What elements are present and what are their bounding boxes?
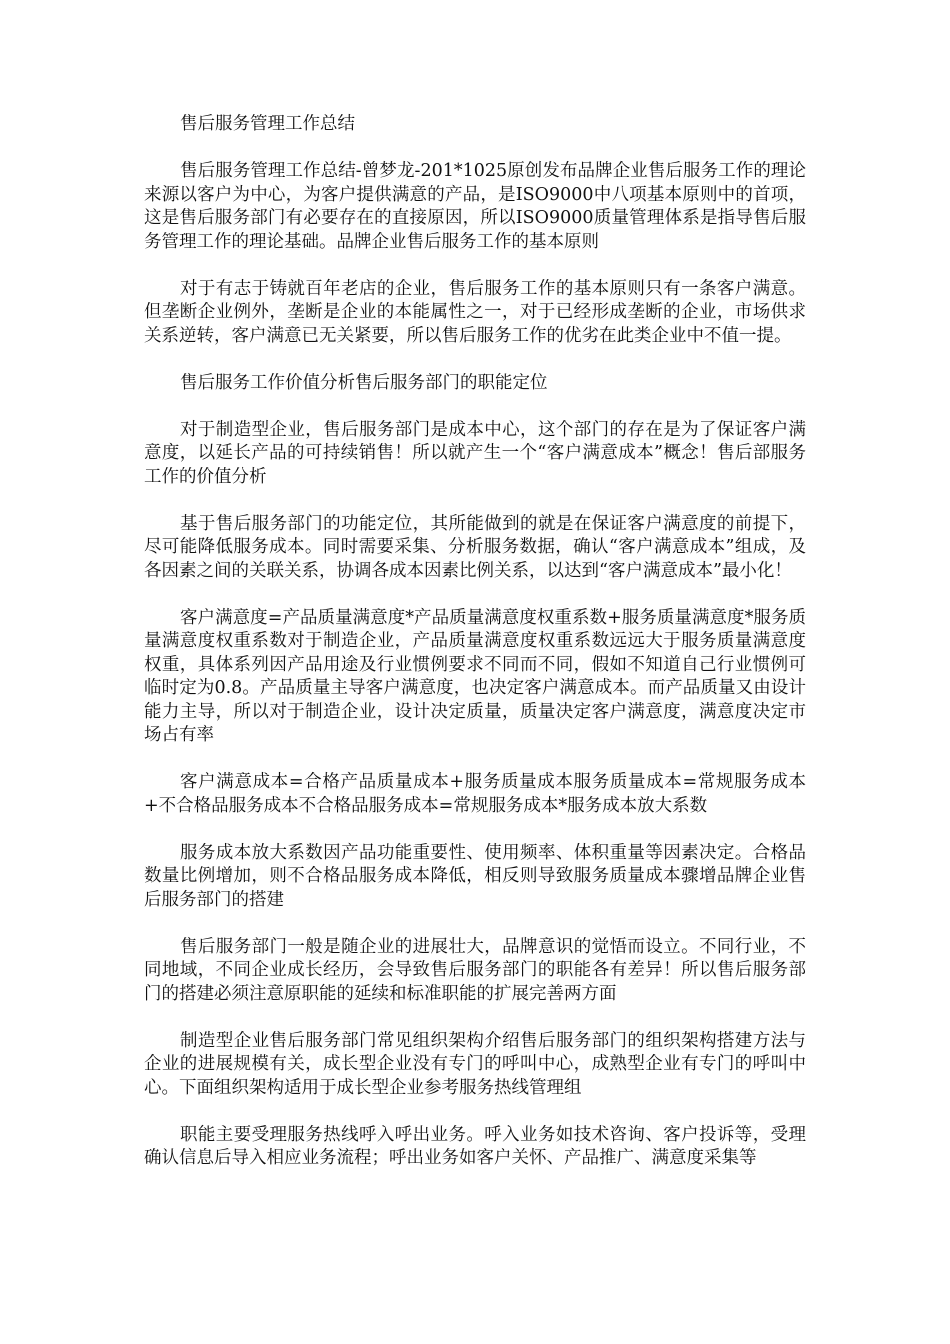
paragraph-intro: 售后服务管理工作总结-曾梦龙-201*1025原创发布品牌企业售后服务工作的理论来源以客户为中心，为客户提供满意的产品，是ISO9000中八项基本原则中的首项，这是售后服务部门有必要存在的直接原因，所以ISO9000质量管理体系是指导售后服务管理工作的理论基础。品牌企业售后服务工作的基本原则	[144, 161, 806, 252]
paragraph-satisfaction-formula: 客户满意度=产品质量满意度*产品质量满意度权重系数+服务质量满意度*服务质量满意度权重系数对于制造企业，产品质量满意度权重系数远远大于服务质量满意度权重，具体系列因产品用途及行业惯例要求不同而不同，假如不知道自己行业惯例可临时定为0.8。产品质量主导客户满意度，也决定客户满意成本。而产品质量又由设计能力主导，所以对于制造企业，设计决定质量，质量决定客户满意度，满意度决定市场占有率	[144, 607, 806, 745]
paragraph-org-structure: 制造型企业售后服务部门常见组织架构介绍售后服务部门的组织架构搭建方法与企业的进展规模有关，成长型企业没有专门的呼叫中心，成熟型企业有专门的呼叫中心。下面组织架构适用于成长型企业参考服务热线管理组	[144, 1030, 806, 1098]
paragraph-cost-center: 对于制造型企业，售后服务部门是成本中心，这个部门的存在是为了保证客户满意度，以延长产品的可持续销售！所以就产生一个“客户满意成本”概念！售后部服务工作的价值分析	[144, 419, 806, 487]
paragraph-amplification-factor: 服务成本放大系数因产品功能重要性、使用频率、体积重量等因素决定。合格品数量比例增加，则不合格品服务成本降低，相反则导致服务质量成本骤增品牌企业售后服务部门的搭建	[144, 842, 806, 910]
document-body	[144, 113, 806, 1194]
paragraph-hotline-duties: 职能主要受理服务热线呼入呼出业务。呼入业务如技术咨询、客户投诉等，受理确认信息后导入相应业务流程；呼出业务如客户关怀、产品推广、满意度采集等	[144, 1124, 806, 1168]
paragraph-basic-principle: 对于有志于铸就百年老店的企业，售后服务工作的基本原则只有一条客户满意。但垄断企业例外，垄断是企业的本能属性之一，对于已经形成垄断的企业，市场供求关系逆转，客户满意已无关紧要，所以售后服务工作的优劣在此类企业中不值一提。	[144, 278, 806, 346]
paragraph-cost-formula: 客户满意成本=合格产品质量成本+服务质量成本服务质量成本=常规服务成本+不合格品服务成本不合格品服务成本=常规服务成本*服务成本放大系数	[144, 772, 806, 816]
document-title: 售后服务管理工作总结	[180, 114, 355, 134]
paragraph-reduce-cost: 基于售后服务部门的功能定位，其所能做到的就是在保证客户满意度的前提下，尽可能降低服务成本。同时需要采集、分析服务数据，确认“客户满意成本”组成，及各因素之间的关联关系，协调各成本因素比例关系，以达到“客户满意成本”最小化！	[144, 513, 806, 581]
section-heading-value-analysis: 售后服务工作价值分析售后服务部门的职能定位	[180, 372, 548, 393]
paragraph-department-setup: 售后服务部门一般是随企业的进展壮大，品牌意识的觉悟而设立。不同行业，不同地域，不同企业成长经历，会导致售后服务部门的职能各有差异！所以售后服务部门的搭建必须注意原职能的延续和标准职能的扩展完善两方面	[144, 936, 806, 1004]
